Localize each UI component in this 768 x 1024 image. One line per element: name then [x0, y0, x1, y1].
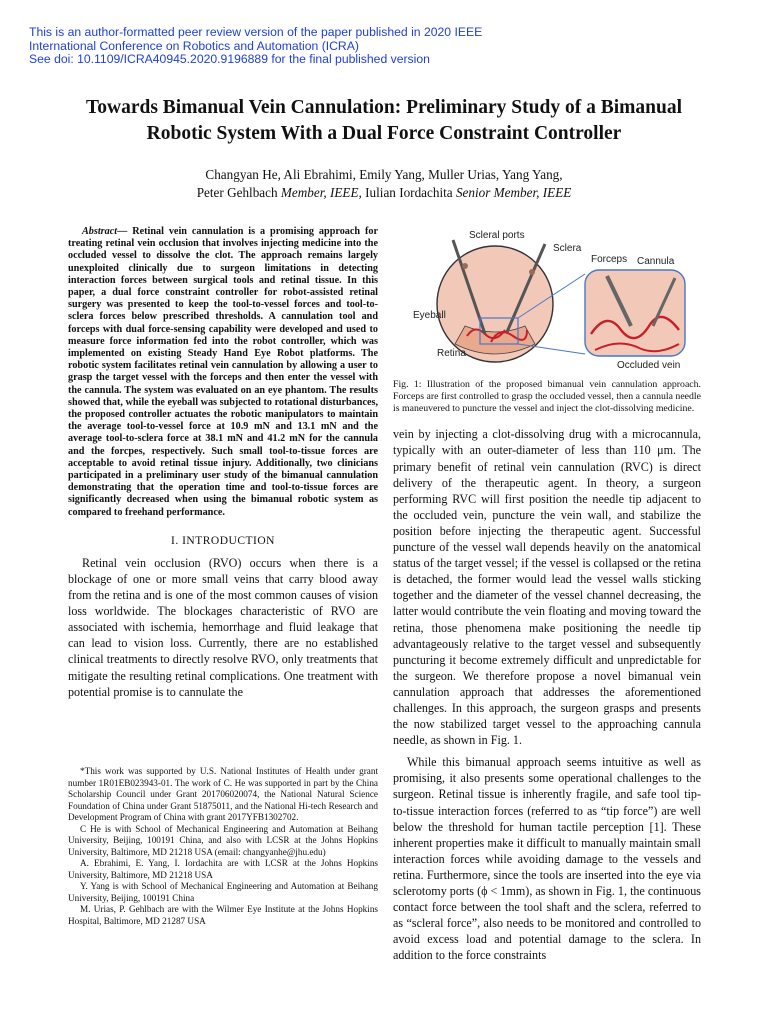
notice-line-1: This is an author-formatted peer review version of the paper published in 2020 IEEE: [29, 25, 483, 39]
label-retina: Retina: [437, 348, 466, 359]
notice-line-2: International Conference on Robotics and Automation (ICRA): [29, 38, 359, 53]
authors-line-2: [40, 184, 728, 202]
right-paragraph-1: vein by injecting a clot-dissolving drug with a microcannula, typically with an outer-diameter of less than 110 μm. The primary benefit of retinal vein cannulation (RVC) is direct delivery of the therapeutic agent. In theory, a surgeon performing RVC will first position the needle tip adjacent to the occluded vein, puncture the vein wall, and stabilize the position before injecting the therapeutic agent. Successful puncture of the vessel wall depends heavily on the anatomical status of the target vessel; if the vessel is collapsed or the retina is detached, the former would lead the vessel walls sticking together and the diameter of the vessel channel decreasing, the latter would contribute the vein floating and moving toward the retina, those phenomena make positioning the needle tip advantageously relative to the target vessel and subsequently puncturing it become extremely difficult and unpredictable for the surgeon. We therefore propose a novel bimanual vein cannulation approach that addresses the aforementioned challenges. In this approach, the surgeon grasps and presents the now stabilized target vessel to the approaching cannula needle, as shown in Fig. 1.: [393, 427, 701, 748]
abstract-text: — Retinal vein cannulation is a promising approach for treating retinal vein occlusion that involves injecting medicine into the occluded vessel to dissolve the clot. The approach remains largely unexploited clinically due to surgeon limitations in detecting interaction forces between surgical tools and retinal tissue. In this paper, a dual force constraint controller for robot-assisted retinal surgery was presented to keep the tool-to-vessel forces and tool-to-sclera forces below prescribed thresholds. A cannulation tool and forceps with dual force-sensing capability were developed and used to measure force information fed into the robot controller, which was implemented on existing Steady Hand Eye Robot platforms. The robotic system facilitates retinal vein cannulation by allowing a user to grasp the target vessel with the forceps and then enter the vessel with the cannula. The system was evaluated on an eye phantom. The results showed that, while the eyeball was subjected to rotational disturbances, the proposed controller actuates the robotic manipulators to maintain the average tool-to-vessel force at 10.9 mN and 13.1 mN and the average tool-to-sclera force at 38.1 mN and 41.2 mN for the cannula and the forcpes, respectively. Such small tool-to-tissue forces are acceptable to avoid retinal tissue injury. Additionally, two clinicians participated in a preliminary user study of the bimanual cannulation demonstrating that the operation time and tool-to-tissue forces are significantly decreased when using the bimanual robotic system as compared to freehand performance.: [68, 226, 378, 518]
right-paragraph-2: While this bimanual approach seems intuitive as well as promising, it also presents some operational challenges to the surgeon. Retinal tissue is inherently fragile, and safe tool tip-to-tissue interaction forces (referred to as “tip force”) are well below the threshold for human tactile perception [1]. These inherent properties make it difficult to manually maintain small interaction forces while avoiding damage to the vessels and retina. Furthermore, since the tools are inserted into the eye via sclerotomy ports (ϕ < 1mm), as shown in Fig. 1, the continuous contact force between the tool shaft and the sclera, referred to as “scleral force”, also needs to be monitored and controlled to avoid excess load and potential damage to the sclera. In addition to the force constraints: [393, 755, 701, 963]
label-scleral-ports: Scleral ports: [469, 230, 525, 241]
label-forceps: Forceps: [591, 254, 628, 265]
intro-paragraph-1: Retinal vein occlusion (RVO) occurs when there is a blockage of one or more small veins that carry blood away from the retina and is one of the most common causes of vision loss worldwide. The blockages characteristic of RVO are associated with ischemia, hemorrhage and fluid leakage that can lead to vision loss. Currently, there are no established clinical treatments to directly resolve RVO, only treatments that mitigate the resulting retinal complications. One treatment with potential promise is to cannulate the: [68, 555, 378, 699]
publication-notice: [29, 26, 749, 67]
scleral-port-left: [462, 263, 468, 269]
section-heading-introduction: I. INTRODUCTION: [171, 534, 275, 547]
zoomed-panel: [585, 270, 685, 356]
label-cannula: Cannula: [637, 256, 675, 267]
footnote-affiliation-he: C He is with School of Mechanical Engineering and Automation at Beihang University, Beijing, 100191 China, and also with LCSR at the Johns Hopkins University, Baltimore, MD 21218 USA (email: changyanhe@jhu.edu): [68, 823, 378, 857]
figure-1-illustration: [395, 226, 703, 371]
footnote-affiliation-wilmer: M. Urias, P. Gehlbach are with the Wilmer Eye Institute at the Johns Hopkins Hospital, Baltimore, MD 21287 USA: [68, 904, 378, 926]
title-line-1: Towards Bimanual Vein Cannulation: Preliminary Study of a Bimanual: [86, 97, 682, 118]
author-list: [40, 166, 728, 202]
notice-doi-link[interactable]: See doi: 10.1109/ICRA40945.2020.9196889 for the final published version: [29, 52, 430, 66]
title-line-2: Robotic System With a Dual Force Constraint Controller: [146, 123, 622, 144]
figure-1-caption: Fig. 1: Illustration of the proposed bimanual vein cannulation approach. Forceps are first controlled to grasp the occluded vessel, then a cannula needle is maneuvered to puncture the vessel and inject the clot-dissolving medicine.: [393, 379, 701, 414]
footnotes: [68, 766, 378, 927]
scleral-port-right: [529, 269, 535, 275]
right-column: [393, 226, 701, 963]
label-occluded-vein: Occluded vein: [617, 360, 681, 371]
figure-1: [395, 226, 703, 371]
label-eyeball: Eyeball: [413, 310, 446, 321]
author-iordachita: Iulian Iordachita: [361, 185, 456, 200]
author-role-member: Member, IEEE,: [280, 185, 362, 200]
author-role-senior-member: Senior Member, IEEE: [455, 185, 572, 200]
author-gehlbach: Peter Gehlbach: [196, 185, 281, 200]
footnote-affiliation-lcsr: A. Ebrahimi, E. Yang, I. Iordachita are with LCSR at the Johns Hopkins University, Baltimore, MD 21218 USA: [68, 858, 378, 880]
footnote-funding: *This work was supported by U.S. National Institutes of Health under grant number 1R01EB023943-01. The work of C. He was supported in part by the China Scholarship Council under Grant 201706020074, the National Natural Science Foundation of China under Grant 51875011, and the National Hi-tech Research and Development Program of China with grant 2017YFB1302702.: [68, 766, 378, 822]
abstract: [68, 226, 378, 519]
label-sclera: Sclera: [553, 243, 582, 254]
footnote-affiliation-yang: Y. Yang is with School of Mechanical Engineering and Automation at Beihang University, Beijing, 100191 China: [68, 881, 378, 903]
left-column: [68, 226, 378, 700]
authors-line-1: Changyan He, Ali Ebrahimi, Emily Yang, Muller Urias, Yang Yang,: [205, 167, 563, 182]
paper-title: [40, 95, 728, 147]
abstract-label: Abstract: [82, 226, 118, 237]
